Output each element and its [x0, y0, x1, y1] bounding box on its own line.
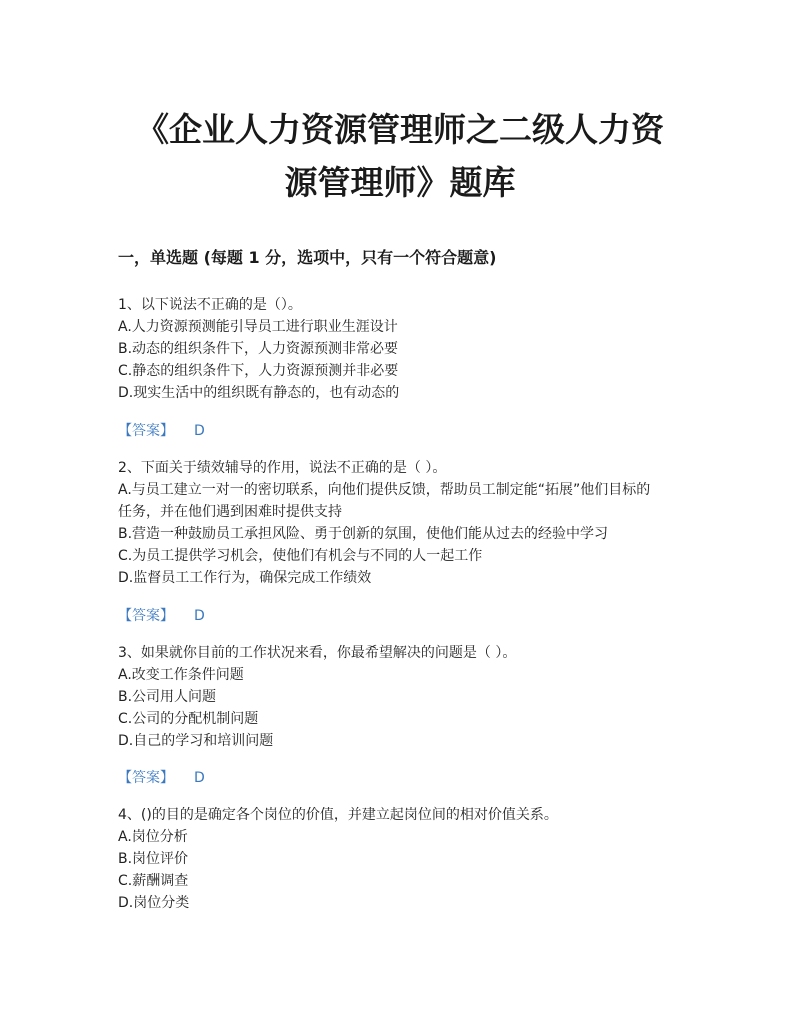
- answer-value: D: [194, 770, 205, 786]
- question-option: D.监督员工工作行为，确保完成工作绩效: [118, 570, 372, 586]
- answer-value: D: [194, 423, 205, 439]
- question-option: A.岗位分析: [118, 829, 188, 845]
- question-option: B.公司用人问题: [118, 689, 217, 705]
- answer-label: 【答案】: [118, 770, 174, 786]
- question-option: A.改变工作条件问题: [118, 667, 244, 683]
- question-option: B.动态的组织条件下，人力资源预测非常必要: [118, 341, 399, 357]
- question-option-continuation: 任务，并在他们遇到困难时提供支持: [118, 504, 342, 520]
- answer-label: 【答案】: [118, 423, 174, 439]
- answer-value: D: [194, 608, 205, 624]
- question-stem: 1、以下说法不正确的是（）。: [118, 297, 302, 313]
- question-stem: 2、下面关于绩效辅导的作用，说法不正确的是（ ）。: [118, 460, 447, 476]
- answer-line: [118, 767, 205, 789]
- answer-line: [118, 420, 205, 442]
- question-option: D.岗位分类: [118, 895, 190, 911]
- question-option: C.为员工提供学习机会，使他们有机会与不同的人一起工作: [118, 548, 483, 564]
- question-option: C.公司的分配机制问题: [118, 711, 259, 727]
- document-title-line-1: 《企业人力资源管理师之二级人力资: [136, 110, 664, 149]
- question-option: D.自己的学习和培训问题: [118, 733, 274, 749]
- section-heading: 一，单选题 (每题 1 分，选项中，只有一个符合题意): [118, 248, 497, 267]
- answer-line: [118, 605, 205, 627]
- question-option: A.人力资源预测能引导员工进行职业生涯设计: [118, 319, 398, 335]
- question-option: D.现实生活中的组织既有静态的，也有动态的: [118, 385, 400, 401]
- question-option: A.与员工建立一对一的密切联系，向他们提供反馈，帮助员工制定能“拓展”他们目标的: [118, 482, 651, 498]
- question-stem: 3、如果就你目前的工作状况来看，你最希望解决的问题是（ ）。: [118, 645, 517, 661]
- answer-label: 【答案】: [118, 608, 174, 624]
- question-option: B.营造一种鼓励员工承担风险、勇于创新的氛围，使他们能从过去的经验中学习: [118, 526, 609, 542]
- question-option: C.静态的组织条件下，人力资源预测并非必要: [118, 363, 399, 379]
- question-stem: 4、()的目的是确定各个岗位的价值，并建立起岗位间的相对价值关系。: [118, 807, 558, 823]
- question-option: C.薪酬调查: [118, 873, 189, 889]
- question-option: B.岗位评价: [118, 851, 189, 867]
- document-title-line-2: 源管理师》题库: [284, 163, 516, 202]
